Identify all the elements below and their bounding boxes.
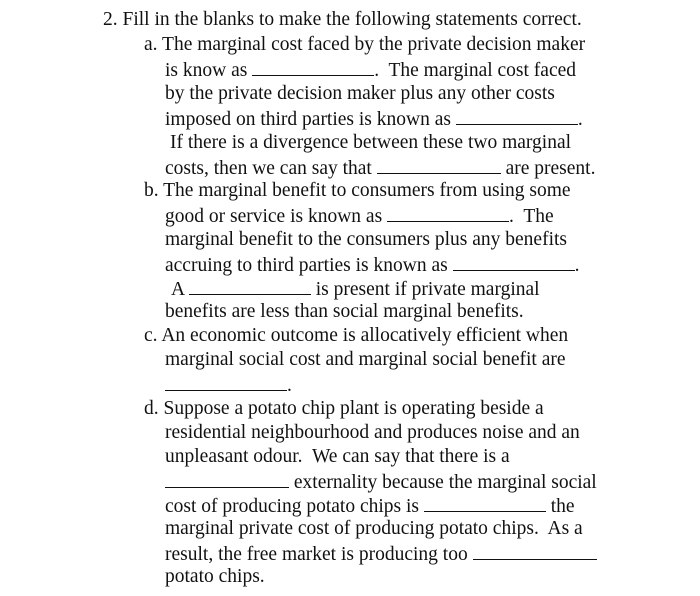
- part-d-text: externality because the marginal social: [289, 472, 597, 493]
- part-b-text: .: [574, 255, 580, 276]
- part-d-line-1: d. Suppose a potato chip plant is operating beside a: [144, 398, 544, 419]
- blank-d2[interactable]: [424, 493, 546, 512]
- part-c-line-1: c. An economic outcome is allocatively efficient when: [144, 325, 569, 346]
- part-b-line-4: [165, 252, 579, 276]
- part-a-line-3: by the private decision maker plus any other costs: [165, 83, 555, 104]
- part-a-text: .: [577, 109, 583, 130]
- part-b-text: is present if private marginal: [310, 279, 540, 300]
- part-d-line-8: potato chips.: [165, 566, 265, 587]
- part-b-text: accruing to third parties is known as: [165, 255, 453, 276]
- part-c-line-2: marginal social cost and marginal social benefit are: [165, 349, 566, 370]
- part-a-text: . The marginal cost faced: [374, 60, 577, 81]
- part-c-line-3: [165, 372, 292, 396]
- part-d-line-6: marginal private cost of producing potato chips. As a: [165, 518, 583, 539]
- blank-d3[interactable]: [473, 541, 597, 560]
- part-b-text: good or service is known as: [165, 206, 388, 227]
- blank-c1[interactable]: [165, 372, 287, 391]
- part-d-text: cost of producing potato chips is: [165, 496, 424, 517]
- part-d-line-3: unpleasant odour. We can say that there is a: [165, 446, 510, 467]
- part-a-line-2: [165, 57, 576, 81]
- part-b-line-5: [171, 276, 540, 300]
- part-b-line-6: benefits are less than social marginal benefits.: [165, 301, 524, 322]
- part-b-line-1: b. The marginal benefit to consumers from using some: [144, 180, 571, 201]
- part-d-line-4: [165, 469, 597, 493]
- part-b-line-2: [165, 203, 554, 227]
- part-a-text: costs, then we can say that: [165, 158, 377, 179]
- part-b-text: A: [171, 279, 189, 300]
- part-d-text: the: [545, 496, 575, 517]
- part-d-text: result, the free market is producing too: [165, 544, 473, 565]
- part-d-line-5: [165, 493, 575, 517]
- blank-b1[interactable]: [387, 203, 509, 222]
- part-a-line-5: If there is a divergence between these two marginal: [170, 132, 572, 153]
- part-c-text: .: [287, 375, 292, 396]
- question-heading: 2. Fill in the blanks to make the following statements correct.: [103, 9, 582, 30]
- part-a-line-4: [165, 106, 583, 130]
- part-d-line-2: residential neighbourhood and produces noise and an: [165, 422, 580, 443]
- part-a-text: are present.: [500, 158, 596, 179]
- part-a-text: imposed on third parties is known as: [165, 109, 456, 130]
- blank-a1[interactable]: [252, 57, 374, 76]
- part-d-line-7: [165, 541, 597, 565]
- part-b-line-3: marginal benefit to the consumers plus any benefits: [165, 229, 567, 250]
- part-b-text: . The: [509, 206, 554, 227]
- part-a-text: is know as: [165, 60, 253, 81]
- blank-d1[interactable]: [165, 469, 289, 488]
- part-a-line-1: a. The marginal cost faced by the private decision maker: [144, 34, 586, 55]
- blank-a3[interactable]: [377, 155, 501, 174]
- blank-b3[interactable]: [189, 276, 311, 295]
- blank-a2[interactable]: [456, 106, 578, 125]
- blank-b2[interactable]: [453, 252, 575, 271]
- part-a-line-6: [165, 155, 595, 179]
